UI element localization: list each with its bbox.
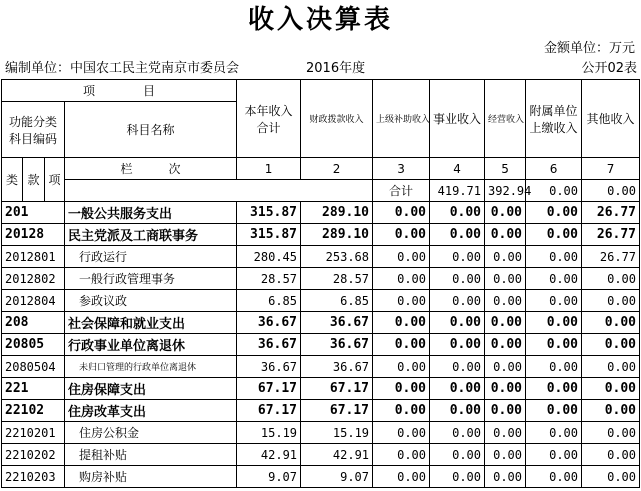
value-cell: 42.91: [301, 444, 373, 466]
value-cell: 0.00: [582, 422, 640, 444]
header-subject-name: 科目名称: [65, 102, 237, 158]
fiscal-year: 2016年度: [306, 61, 366, 76]
value-cell: 0.00: [582, 400, 640, 422]
value-cell: 0.00: [485, 268, 526, 290]
subject-name: 一般行政管理事务: [65, 268, 237, 290]
subject-code: 2210202: [2, 444, 65, 466]
org-name: 编制单位：中国农工民主党南京市委员会: [5, 61, 240, 76]
value-cell: 0.00: [485, 334, 526, 356]
value-cell: 0.00: [430, 224, 485, 246]
value-cell: 0.00: [526, 202, 582, 224]
header-other: 其他收入: [582, 80, 640, 158]
subject-code: 2012804: [2, 290, 65, 312]
table-row: [2, 312, 640, 334]
value-cell: 0.00: [485, 224, 526, 246]
header-total: 本年收入合计: [237, 80, 301, 158]
value-cell: 0.00: [582, 334, 640, 356]
value-cell: 0.00: [582, 378, 640, 400]
value-cell: 0.00: [526, 290, 582, 312]
value-cell: 15.19: [301, 422, 373, 444]
subject-code: 2080504: [2, 356, 65, 378]
header-lei: 类: [2, 158, 23, 202]
col-num-3: 3: [373, 158, 430, 180]
value-cell: 0.00: [373, 378, 430, 400]
subject-code: 221: [2, 378, 65, 400]
value-cell: 419.71: [430, 180, 485, 202]
value-cell: 36.67: [237, 356, 301, 378]
value-cell: 28.57: [301, 268, 373, 290]
subject-name: 住房公积金: [65, 422, 237, 444]
value-cell: 28.57: [237, 268, 301, 290]
value-cell: 0.00: [485, 290, 526, 312]
header-xiang: 项: [45, 158, 65, 202]
value-cell: 26.77: [582, 246, 640, 268]
value-cell: 0.00: [526, 246, 582, 268]
col-num-1: 1: [237, 158, 301, 180]
value-cell: 0.00: [485, 466, 526, 488]
value-cell: 253.68: [301, 246, 373, 268]
value-cell: 0.00: [526, 180, 582, 202]
subject-name: 未归口管理的行政单位离退休: [65, 356, 237, 378]
subject-name: 合计: [373, 180, 430, 202]
value-cell: 0.00: [485, 378, 526, 400]
value-cell: 0.00: [526, 444, 582, 466]
value-cell: 0.00: [430, 400, 485, 422]
value-cell: 392.94: [485, 180, 526, 202]
subject-name: 住房改革支出: [65, 400, 237, 422]
value-cell: 6.85: [301, 290, 373, 312]
value-cell: 0.00: [526, 378, 582, 400]
value-cell: 36.67: [301, 312, 373, 334]
header-operating: 经营收入: [485, 80, 526, 158]
value-cell: 0.00: [582, 268, 640, 290]
subject-code: 22102: [2, 400, 65, 422]
table-row: [2, 466, 640, 488]
value-cell: 0.00: [485, 444, 526, 466]
header-business: 事业收入: [430, 80, 485, 158]
header-fiscal: 财政拨款收入: [301, 80, 373, 158]
amount-unit: 金额单位：万元: [543, 41, 635, 56]
value-cell: 67.17: [301, 378, 373, 400]
value-cell: 0.00: [430, 422, 485, 444]
subject-code: 2210203: [2, 466, 65, 488]
value-cell: 0.00: [373, 224, 430, 246]
subject-code: 2012801: [2, 246, 65, 268]
table-row: [2, 180, 640, 202]
subject-name: 行政事业单位离退休: [65, 334, 237, 356]
value-cell: 0.00: [430, 378, 485, 400]
subject-name: 社会保障和就业支出: [65, 312, 237, 334]
table-row: [2, 356, 640, 378]
value-cell: 0.00: [430, 444, 485, 466]
subject-name: 购房补贴: [65, 466, 237, 488]
value-cell: 0.00: [430, 334, 485, 356]
value-cell: 0.00: [582, 466, 640, 488]
value-cell: 0.00: [373, 356, 430, 378]
value-cell: 0.00: [526, 466, 582, 488]
value-cell: 0.00: [373, 466, 430, 488]
value-cell: 0.00: [373, 290, 430, 312]
value-cell: 0.00: [373, 246, 430, 268]
value-cell: 0.00: [373, 334, 430, 356]
value-cell: 0.00: [526, 334, 582, 356]
subject-code: 208: [2, 312, 65, 334]
subject-name: 民主党派及工商联事务: [65, 224, 237, 246]
value-cell: 289.10: [301, 224, 373, 246]
value-cell: 0.00: [582, 312, 640, 334]
subject-code: 2012802: [2, 268, 65, 290]
header-superior: 上级补助收入: [373, 80, 430, 158]
value-cell: 9.07: [237, 466, 301, 488]
value-cell: 0.00: [526, 400, 582, 422]
table-row: [2, 268, 640, 290]
value-cell: 36.67: [237, 312, 301, 334]
table-row: [2, 422, 640, 444]
value-cell: 67.17: [301, 400, 373, 422]
subject-code: [65, 180, 373, 202]
value-cell: 0.00: [373, 422, 430, 444]
value-cell: 0.00: [485, 202, 526, 224]
value-cell: 0.00: [526, 356, 582, 378]
table-row: [2, 334, 640, 356]
value-cell: 0.00: [430, 312, 485, 334]
value-cell: 0.00: [582, 356, 640, 378]
value-cell: 0.00: [373, 268, 430, 290]
value-cell: 26.77: [582, 224, 640, 246]
value-cell: 0.00: [430, 202, 485, 224]
value-cell: 0.00: [430, 290, 485, 312]
col-num-4: 4: [430, 158, 485, 180]
value-cell: 0.00: [373, 202, 430, 224]
table-row: [2, 290, 640, 312]
col-num-2: 2: [301, 158, 373, 180]
subject-code: 2210201: [2, 422, 65, 444]
col-num-6: 6: [526, 158, 582, 180]
value-cell: 0.00: [373, 312, 430, 334]
header-func-code: 功能分类科目编码: [2, 102, 65, 158]
table-row: [2, 224, 640, 246]
value-cell: 0.00: [373, 400, 430, 422]
subject-name: 参政议政: [65, 290, 237, 312]
page-title: 收入决算表: [247, 5, 393, 35]
subject-code: 201: [2, 202, 65, 224]
value-cell: 15.19: [237, 422, 301, 444]
value-cell: 0.00: [582, 180, 640, 202]
form-code: 公开02表: [581, 61, 637, 76]
col-num-5: 5: [485, 158, 526, 180]
value-cell: 0.00: [430, 246, 485, 268]
value-cell: 36.67: [237, 334, 301, 356]
value-cell: 0.00: [485, 400, 526, 422]
value-cell: 0.00: [430, 356, 485, 378]
subject-name: 行政运行: [65, 246, 237, 268]
value-cell: 6.85: [237, 290, 301, 312]
value-cell: 67.17: [237, 400, 301, 422]
income-table: [1, 79, 640, 488]
value-cell: 0.00: [430, 466, 485, 488]
info-line: [0, 60, 641, 78]
table-row: [2, 444, 640, 466]
value-cell: 315.87: [237, 202, 301, 224]
value-cell: 0.00: [582, 444, 640, 466]
value-cell: 289.10: [301, 202, 373, 224]
subject-code: 20128: [2, 224, 65, 246]
value-cell: 0.00: [526, 268, 582, 290]
subject-name: 一般公共服务支出: [65, 202, 237, 224]
value-cell: 0.00: [582, 290, 640, 312]
value-cell: 0.00: [430, 268, 485, 290]
subject-code: 20805: [2, 334, 65, 356]
table-row: [2, 202, 640, 224]
table-row: [2, 400, 640, 422]
value-cell: 26.77: [582, 202, 640, 224]
value-cell: 42.91: [237, 444, 301, 466]
value-cell: 36.67: [301, 356, 373, 378]
value-cell: 0.00: [485, 356, 526, 378]
value-cell: 280.45: [237, 246, 301, 268]
value-cell: 0.00: [373, 444, 430, 466]
value-cell: 67.17: [237, 378, 301, 400]
header-item: 项 目: [2, 80, 237, 102]
value-cell: 0.00: [485, 422, 526, 444]
table-row: [2, 246, 640, 268]
value-cell: 0.00: [485, 312, 526, 334]
subject-name: 提租补贴: [65, 444, 237, 466]
value-cell: 36.67: [301, 334, 373, 356]
header-kuan: 款: [23, 158, 45, 202]
subject-name: 住房保障支出: [65, 378, 237, 400]
value-cell: 0.00: [526, 312, 582, 334]
value-cell: 0.00: [526, 224, 582, 246]
value-cell: 0.00: [485, 246, 526, 268]
table-row: [2, 378, 640, 400]
header-lanci: 栏 次: [65, 158, 237, 180]
value-cell: 9.07: [301, 466, 373, 488]
col-num-7: 7: [582, 158, 640, 180]
header-affiliated: 附属单位上缴收入: [526, 80, 582, 158]
value-cell: 315.87: [237, 224, 301, 246]
value-cell: 0.00: [526, 422, 582, 444]
